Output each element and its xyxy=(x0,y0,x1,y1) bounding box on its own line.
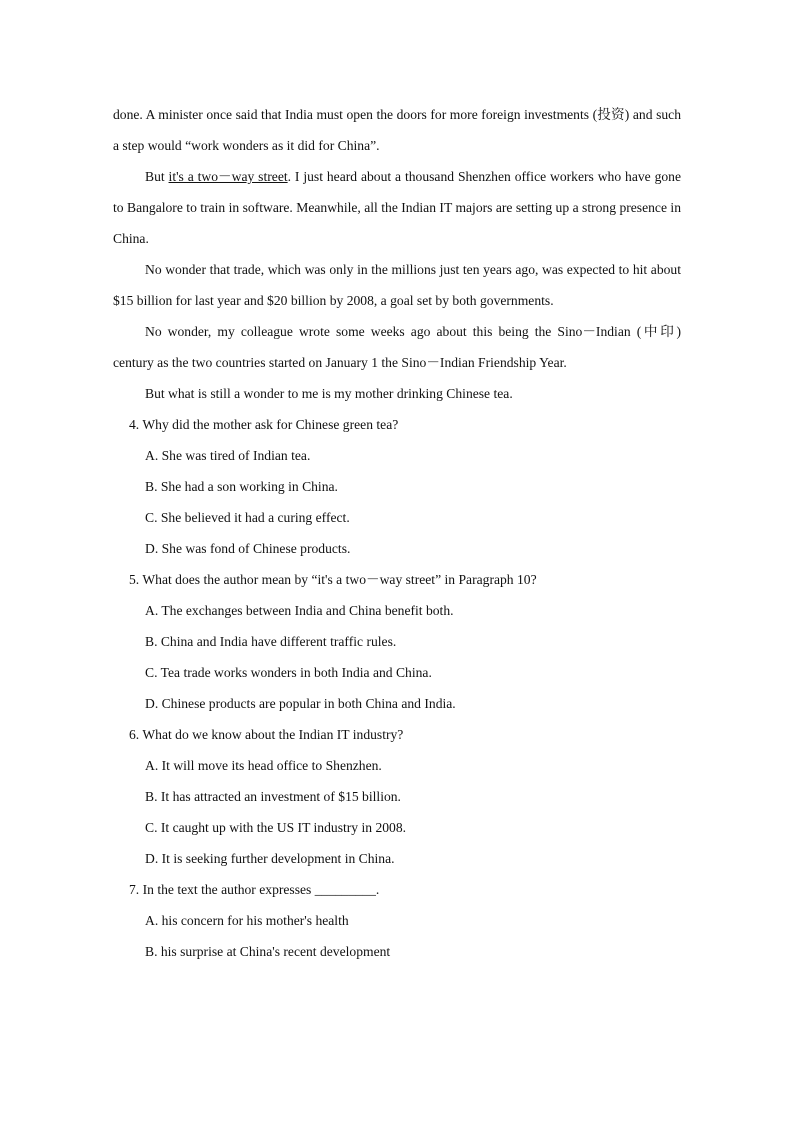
question-stem: 5. What does the author mean by “it's a two－way street” in Paragraph 10? xyxy=(129,572,537,587)
question-stem: 6. What do we know about the Indian IT industry? xyxy=(129,727,404,742)
option-b[interactable]: B. China and India have different traffic rules. xyxy=(145,634,397,649)
question-stem: 7. In the text the author expresses _________. xyxy=(129,882,380,897)
paragraph-2-rest: . I just heard about a thousand Shenzhen office workers who have gone to Bangalore to train in software. Meanwhile, all the Indian IT majors are setting up a strong presence in China. xyxy=(113,169,682,246)
option-a[interactable]: A. his concern for his mother's health xyxy=(145,913,349,928)
underlined-phrase: it's a two－way street xyxy=(168,169,288,184)
option-a[interactable]: A. She was tired of Indian tea. xyxy=(145,448,311,463)
option-a[interactable]: A. The exchanges between India and China benefit both. xyxy=(145,603,454,618)
option-c[interactable]: C. She believed it had a curing effect. xyxy=(145,510,350,525)
option-d[interactable]: D. She was fond of Chinese products. xyxy=(145,541,351,556)
option-c[interactable]: C. It caught up with the US IT industry in 2008. xyxy=(145,820,407,835)
question-list xyxy=(113,409,681,967)
paragraph-3: No wonder that trade, which was only in the millions just ten years ago, was expected to hit about $15 billion for last year and $20 billion by 2008, a goal set by both governments. xyxy=(113,262,681,308)
option-d[interactable]: D. It is seeking further development in China. xyxy=(145,851,395,866)
question-4 xyxy=(113,409,681,564)
question-6 xyxy=(113,719,681,874)
option-d[interactable]: D. Chinese products are popular in both China and India. xyxy=(145,696,456,711)
question-7 xyxy=(113,874,681,967)
option-a[interactable]: A. It will move its head office to Shenzhen. xyxy=(145,758,382,773)
paragraph-4: No wonder, my colleague wrote some weeks ago about this being the Sino－Indian (中印) century as the two countries started on January 1 the Sino－Indian Friendship Year. xyxy=(113,324,681,370)
option-b[interactable]: B. It has attracted an investment of $15 billion. xyxy=(145,789,401,804)
paragraph-2-lead: But xyxy=(145,169,169,184)
paragraph-1: done. A minister once said that India must open the doors for more foreign investments (投资) and such a step would “work wonders as it did for China”. xyxy=(113,107,681,153)
document-page xyxy=(113,99,681,967)
option-b[interactable]: B. his surprise at China's recent development xyxy=(145,944,391,959)
question-stem: 4. Why did the mother ask for Chinese green tea? xyxy=(129,417,399,432)
paragraph-5: But what is still a wonder to me is my mother drinking Chinese tea. xyxy=(145,386,513,401)
passage xyxy=(113,99,681,409)
option-c[interactable]: C. Tea trade works wonders in both India and China. xyxy=(145,665,432,680)
option-b[interactable]: B. She had a son working in China. xyxy=(145,479,338,494)
question-5 xyxy=(113,564,681,719)
paragraph-2 xyxy=(113,161,681,254)
